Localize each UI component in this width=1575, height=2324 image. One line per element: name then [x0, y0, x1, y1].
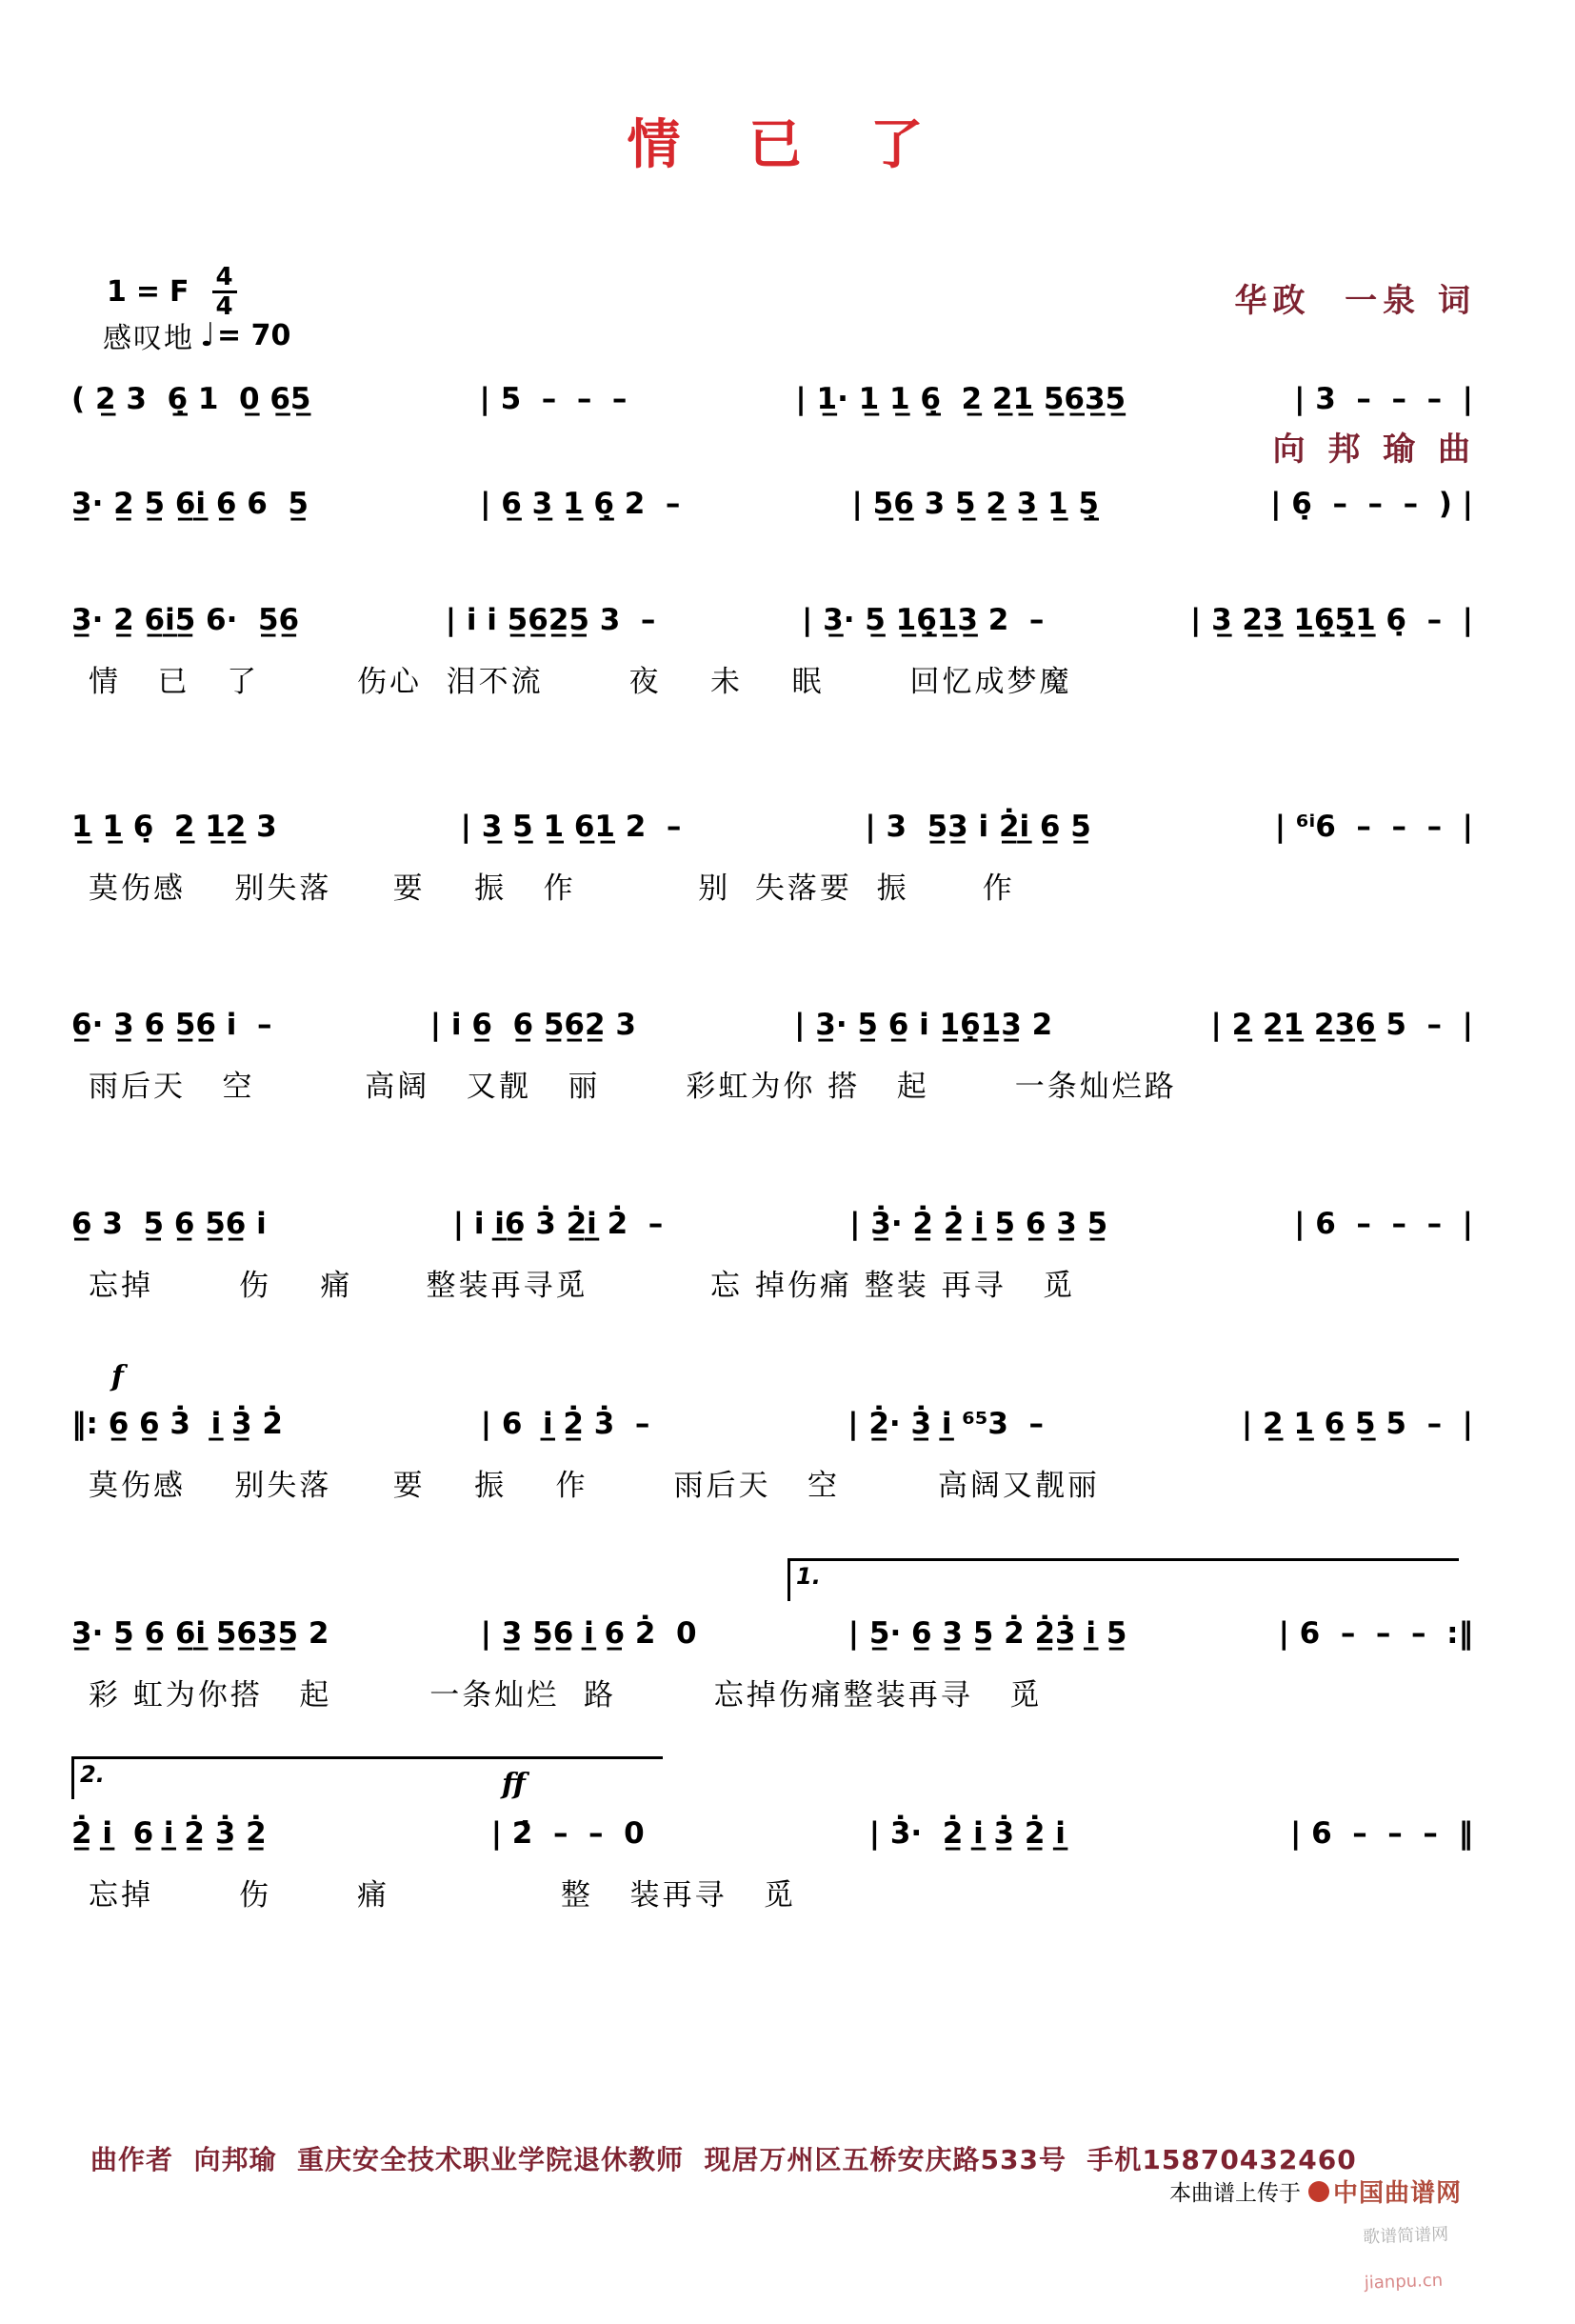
- measure: | 3̲· 5̲ 1̲6̲̣1̲3̲ 2 –: [802, 603, 1045, 637]
- site-logo-text: 中国曲谱网: [1333, 2179, 1463, 2208]
- volta-bracket-1: [788, 1558, 1459, 1601]
- measure: | 2̲ 1̲ 6̲ 5̲ 5 – |: [1241, 1407, 1473, 1441]
- composer-contact-info: 曲作者 向邦瑜 重庆安全技术职业学院退休教师 现居万州区五桥安庆路533号 手机15870432460: [90, 2144, 1357, 2175]
- measure: | 1̲· 1̲ 1̲ 6̲̣ 2̲ 2̲1̲ 5̲6̲3̲5̲: [795, 382, 1126, 416]
- key-scale: 1: [107, 275, 127, 309]
- watermark-domain: jianpu.cn: [1364, 2270, 1444, 2294]
- lyrics-line: 彩 虹为你搭 起 一条灿烂 路 忘掉伤痛整装再寻 觅: [89, 1678, 1043, 1713]
- notation-line: [71, 1612, 1473, 1655]
- measure: | i i̲6̲ 3̇ 2̲̇i̲ 2̇ –: [452, 1207, 664, 1241]
- system-9: [71, 1761, 1473, 1913]
- song-title: 情 已 了: [627, 114, 948, 176]
- notation-line: [71, 1402, 1473, 1446]
- measure: 2̲̇ i̲ 6̲ i̲ 2̲̇ 3̲̇ 2̲̇: [71, 1816, 267, 1851]
- lyrics-line: 情 已 了 伤心 泪不流 夜 未 眠 回忆成梦魔: [89, 665, 1072, 699]
- measure: | 6 – – – :‖: [1278, 1616, 1473, 1651]
- measure: | 6 i̲ 2̲̇ 3̇ –: [480, 1407, 650, 1441]
- system-8: [71, 1563, 1473, 1713]
- lyrics-line: 忘掉 伤 痛 整 装再寻 觅: [89, 1878, 797, 1913]
- time-signature: [212, 265, 237, 319]
- lyrics-line: 忘掉 伤 痛 整装再寻觅 忘 掉伤痛 整装 再寻 觅: [89, 1269, 1076, 1303]
- volta-label: 2.: [80, 1761, 105, 1788]
- measure: | i 6̲ 6̲ 5̲6̲2̲ 3: [429, 1008, 636, 1042]
- measure: | 3̲ 5̲6̲ i̲ 6̲ 2̇ 0: [480, 1616, 697, 1651]
- measure: | 5̲· 6̲ 3̲ 5̲ 2̇ 2̲̇3̲̇ i̲ 5̲: [847, 1616, 1127, 1651]
- measure: | 6 – – – ‖: [1289, 1816, 1473, 1851]
- measure: 6̲· 3̲ 6̲ 5̲6̲ i –: [71, 1008, 272, 1042]
- measure: | 3̇· 2̲̇ i̲ 3̲̇ 2̲̇ i̲: [868, 1816, 1066, 1851]
- key-signature: [107, 265, 237, 319]
- lyrics-line: 莫伤感 别失落 要 振 作 别 失落要 振 作: [89, 872, 1015, 906]
- measure: | 6̲ 3̲ 1̲ 6̲̣ 2 –: [480, 487, 681, 521]
- key-equals: =: [135, 275, 161, 309]
- system-4: [71, 805, 1473, 907]
- time-signature-beats: 4: [212, 265, 237, 293]
- measure: | 2̲ 2̲1̲ 2̲3̲6̲ 5 – |: [1210, 1008, 1473, 1042]
- notation-line: [71, 1003, 1473, 1047]
- volta-bracket-2: [71, 1756, 663, 1799]
- notation-line: [71, 1812, 1473, 1855]
- measure: | 3̲ 2̲3̲ 1̲6̲̣5̲̣1̲ 6̣ – |: [1189, 603, 1473, 637]
- measure: 3̲· 5̲ 6̲ 6̲i̲ 5̲6̲3̲5̲ 2: [71, 1616, 329, 1651]
- system-1: [71, 377, 1473, 421]
- notation-line: [71, 598, 1473, 642]
- volta-label: 1.: [796, 1563, 821, 1590]
- measure: ( 2̲ 3 6̲̣ 1 0̲ 6̲5̲: [71, 382, 311, 416]
- measure: | i i 5̲6̲2̲5̲ 3 –: [445, 603, 656, 637]
- measure: | 2̲̇· 3̲̇ i̲ ⁶⁵3 –: [847, 1407, 1045, 1441]
- measure: | 2̇ – – 0: [490, 1816, 645, 1851]
- measure: | 6̣ – – – ) |: [1270, 487, 1473, 521]
- measure: ‖: 6̲ 6̲ 3̇ i̲ 3̲̇ 2̇: [71, 1407, 283, 1441]
- watermark: [1362, 2196, 1451, 2321]
- measure: 6̲ 3 5̲ 6̲ 5̲6̲ i: [71, 1207, 267, 1241]
- composer-credit: 向 邦 瑜 曲: [1272, 431, 1476, 469]
- measure: | 3̲· 5̲ 6̲ i 1̲6̲̣1̲3̲ 2: [794, 1008, 1053, 1042]
- tempo-marking: [103, 314, 290, 356]
- dynamic-fortissimo: ff: [502, 1768, 526, 1801]
- measure: | 6 – – – |: [1294, 1207, 1473, 1241]
- measure: | 5 – – –: [479, 382, 628, 416]
- site-logo-icon: [1308, 2181, 1329, 2202]
- system-2: [71, 482, 1473, 526]
- dynamic-forte: f: [111, 1360, 124, 1393]
- expression-text: 感叹地: [103, 322, 194, 355]
- measure: | 3̲̇· 2̲̇ 2̲̇ i̲ 5̲ 6̲ 3̲ 5̲: [849, 1207, 1108, 1241]
- system-7: [71, 1360, 1473, 1504]
- key-tonic: F: [169, 275, 189, 309]
- measure: 1̲ 1̲ 6̣ 2̲ 1̲2̲ 3: [71, 810, 277, 844]
- measure: | 5̲6̲ 3 5̲ 2̲ 3̲ 1̲ 5̲̣: [851, 487, 1099, 521]
- measure: | 3 – – – |: [1294, 382, 1473, 416]
- notation-line: [71, 1202, 1473, 1246]
- notation-line: [71, 377, 1473, 421]
- upload-credit-text: 本曲谱上传于: [1169, 2181, 1301, 2206]
- bpm-value: = 70: [217, 318, 291, 352]
- lyricist-credit: 华政 一泉 词: [1234, 282, 1476, 320]
- system-5: [71, 1003, 1473, 1105]
- notation-line: [71, 482, 1473, 526]
- lyrics-line: 莫伤感 别失落 要 振 作 雨后天 空 高阔又靓丽: [89, 1469, 1100, 1503]
- measure: | ⁶ⁱ6 – – – |: [1274, 810, 1473, 844]
- measure: 3̲· 2̲ 6̲i̲5̲ 6· 5̲6̲: [71, 603, 300, 637]
- system-3: [71, 598, 1473, 700]
- system-6: [71, 1202, 1473, 1304]
- notation-line: [71, 805, 1473, 849]
- watermark-site: 歌谱简谱网: [1362, 2224, 1449, 2248]
- quarter-note-icon: ♩: [200, 316, 216, 354]
- lyrics-line: 雨后天 空 高阔 又靓 丽 彩虹为你 搭 起 一条灿烂路: [89, 1070, 1177, 1104]
- measure: 3̲· 2̲ 5̲ 6̲i̲ 6̲ 6 5̲: [71, 487, 309, 521]
- measure: | 3̲ 5̲ 1̲ 6̲1̲ 2 –: [460, 810, 682, 844]
- measure: | 3 5̲3̲ i 2̲̇i̲ 6̲ 5̲: [865, 810, 1091, 844]
- time-signature-unit: 4: [215, 292, 233, 321]
